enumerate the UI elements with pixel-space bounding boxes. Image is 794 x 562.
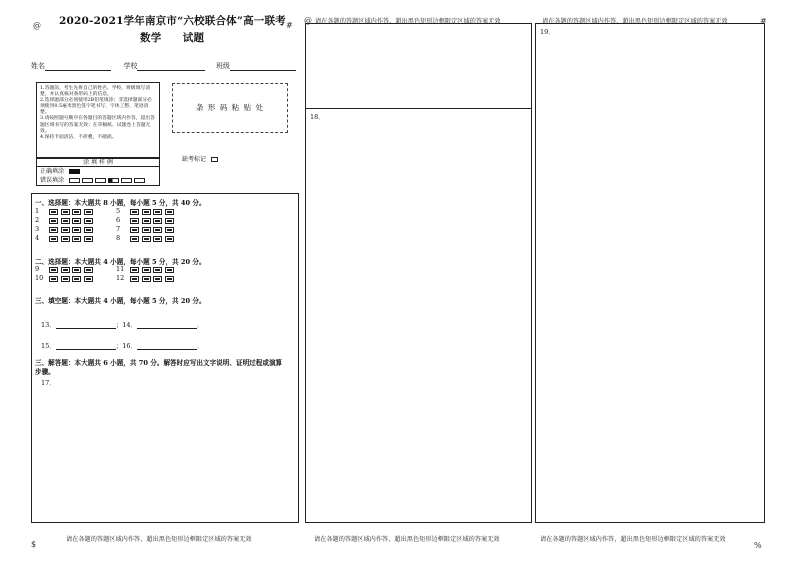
q15-answer-line[interactable]: [56, 342, 116, 350]
q13-answer-line[interactable]: [56, 321, 116, 329]
answer-box-q17-cont[interactable]: [305, 23, 532, 109]
boundary-note-top-mid: 请在各题的答题区域内作答，超出黑色矩形边框限定区域的答案无效: [315, 18, 501, 25]
option-c[interactable]: [72, 218, 81, 224]
option-c[interactable]: [72, 276, 81, 282]
q16-label: ；16．: [115, 342, 138, 350]
mc-question-row: [116, 217, 176, 224]
wrong-sample-3: [95, 178, 106, 183]
option-c[interactable]: [72, 209, 81, 215]
class-label: 班级: [215, 62, 230, 70]
option-b[interactable]: [142, 276, 151, 282]
mc-question-number: 5: [116, 207, 121, 215]
mc-question-row: [35, 226, 95, 233]
class-field[interactable]: [230, 63, 296, 71]
section-4-heading-cont: 步骤。: [35, 368, 55, 376]
option-d[interactable]: [84, 276, 93, 282]
boundary-note-bottom-right: 请在各题的答题区域内作答，超出黑色矩形边框限定区域的答案无效: [540, 536, 726, 543]
mc-question-number: 1: [35, 207, 40, 215]
option-a[interactable]: [49, 267, 58, 273]
instruction-3: 3.请按照题号顺序在各题目的答题区域内作答，超出答题区域书写的答案无效；在草稿纸、试题卷上答题无效。: [40, 116, 155, 134]
option-d[interactable]: [84, 209, 93, 215]
fill-in-row-15-16: [41, 341, 204, 350]
option-c[interactable]: [153, 209, 162, 215]
mc-question-number: 8: [116, 234, 121, 242]
correct-fill-row: [37, 167, 159, 176]
fill-example-box: [36, 158, 160, 186]
wrong-sample-2: [82, 178, 93, 183]
corner-mark-top-left: @: [33, 21, 41, 30]
mc-question-number: 7: [116, 225, 121, 233]
option-b[interactable]: [142, 267, 151, 273]
option-c[interactable]: [72, 267, 81, 273]
option-c[interactable]: [153, 227, 162, 233]
option-b[interactable]: [61, 236, 70, 242]
mc-question-number: 12: [116, 274, 125, 282]
option-a[interactable]: [130, 276, 139, 282]
correct-fill-label: 正确填涂: [40, 168, 65, 175]
mc-question-row: [35, 208, 95, 215]
option-a[interactable]: [130, 218, 139, 224]
option-d[interactable]: [84, 267, 93, 273]
school-field[interactable]: [137, 63, 205, 71]
option-c[interactable]: [153, 276, 162, 282]
option-d[interactable]: [84, 218, 93, 224]
mc-question-row: [35, 266, 95, 273]
mc-question-number: 10: [35, 274, 44, 282]
q14-answer-line[interactable]: [137, 321, 197, 329]
option-a[interactable]: [130, 267, 139, 273]
option-d[interactable]: [165, 267, 174, 273]
boundary-note-bottom-left: 请在各题的答题区域内作答，超出黑色矩形边框限定区域的答案无效: [66, 536, 252, 543]
option-a[interactable]: [49, 209, 58, 215]
option-c[interactable]: [72, 227, 81, 233]
mc-question-row: [116, 208, 176, 215]
answer-box-left: [31, 193, 299, 523]
answer-box-q19[interactable]: [535, 23, 765, 523]
boundary-note-top-right: 请在各题的答题区域内作答，超出黑色矩形边框限定区域的答案无效: [542, 18, 728, 25]
q16-end: ．: [197, 342, 204, 350]
barcode-label: 条 形 码 粘 贴 处: [196, 103, 264, 113]
absent-checkbox[interactable]: [211, 157, 218, 162]
section-4-heading: 三、解答题：本大题共 6 小题，共 70 分。解答时应写出文字说明、证明过程或演算: [35, 359, 283, 367]
instruction-4: 4.保持卡面清洁，不折叠，不破损。: [40, 134, 117, 140]
q14-end: ．: [197, 321, 204, 329]
corner-mark-bottom-left: $: [31, 540, 37, 549]
corner-mark-top-mid2: @: [304, 16, 312, 25]
mc-question-row: [116, 226, 176, 233]
option-d[interactable]: [165, 227, 174, 233]
school-label: 学校: [123, 62, 138, 70]
wrong-sample-6: [134, 178, 145, 183]
corner-mark-top-right: #: [760, 17, 767, 26]
section-2-heading: 二、选择题：本大题共 4 小题，每小题 5 分，共 20 分。: [35, 258, 206, 266]
absent-mark-row: [182, 156, 218, 164]
correct-fill-sample: [69, 169, 80, 174]
mc-question-row: [35, 217, 95, 224]
option-d[interactable]: [84, 236, 93, 242]
name-field[interactable]: [45, 63, 111, 71]
section-3-heading: 三、填空题：本大题共 4 小题，每小题 5 分，共 20 分。: [35, 297, 206, 305]
mc-question-number: 3: [35, 225, 40, 233]
student-info-row: [31, 62, 296, 71]
option-a[interactable]: [49, 227, 58, 233]
option-b[interactable]: [61, 276, 70, 282]
option-d[interactable]: [84, 227, 93, 233]
mc-question-number: 2: [35, 216, 40, 224]
q16-answer-line[interactable]: [137, 342, 197, 350]
option-d[interactable]: [165, 276, 174, 282]
mc-question-number: 6: [116, 216, 121, 224]
wrong-sample-5: [121, 178, 132, 183]
fill-in-row-13-14: [41, 320, 204, 329]
q13-label: 13．: [41, 321, 56, 329]
wrong-fill-label: 错误填涂: [40, 177, 65, 184]
q15-label: 15．: [41, 342, 56, 350]
option-c[interactable]: [72, 236, 81, 242]
mc-question-row: [116, 266, 176, 273]
corner-mark-bottom-right: %: [754, 541, 762, 550]
q17-label: 17．: [41, 379, 56, 387]
option-c[interactable]: [153, 267, 162, 273]
absent-label: 缺考标记: [182, 156, 207, 163]
option-a[interactable]: [49, 276, 58, 282]
answer-box-q18[interactable]: [305, 108, 532, 523]
option-b[interactable]: [61, 218, 70, 224]
option-b[interactable]: [61, 209, 70, 215]
name-label: 姓名: [31, 62, 45, 70]
q18-label: 18．: [310, 113, 325, 121]
option-b[interactable]: [142, 218, 151, 224]
option-a[interactable]: [130, 236, 139, 242]
option-b[interactable]: [142, 209, 151, 215]
exam-subtitle: 数学 试题: [140, 32, 205, 44]
option-c[interactable]: [153, 236, 162, 242]
corner-mark-top-mid: #: [286, 21, 293, 30]
option-b[interactable]: [61, 227, 70, 233]
wrong-sample-1: [69, 178, 80, 183]
option-d[interactable]: [165, 236, 174, 242]
wrong-fill-row: [37, 176, 159, 185]
exam-title: 2020-2021学年南京市“六校联合体”高一联考: [59, 15, 286, 27]
mc-question-number: 9: [35, 265, 40, 273]
barcode-area: [172, 83, 288, 133]
wrong-sample-4: [108, 178, 119, 183]
option-b[interactable]: [142, 227, 151, 233]
mc-question-row: [35, 235, 95, 242]
boundary-note-bottom-mid: 请在各题的答题区域内作答，超出黑色矩形边框限定区域的答案无效: [314, 536, 500, 543]
mc-question-number: 4: [35, 234, 40, 242]
instruction-2: 2.选择题部分必须使用2B铅笔填涂；非选择题部分必须使用0.5毫米黑色签字笔书写，字体工整、笔迹清楚。: [40, 98, 152, 116]
option-a[interactable]: [49, 218, 58, 224]
option-b[interactable]: [142, 236, 151, 242]
option-c[interactable]: [153, 218, 162, 224]
option-d[interactable]: [165, 209, 174, 215]
fill-example-title: 涂 填 样 例: [37, 159, 159, 167]
instruction-1: 1.答题前，考生先将自己的姓名、学校、班级填写清楚，并认真核对条形码上的信息。: [40, 86, 151, 98]
section-1-heading: 一、选择题：本大题共 8 小题，每小题 5 分，共 40 分。: [35, 199, 206, 207]
mc-question-row: [35, 275, 95, 282]
option-b[interactable]: [61, 267, 70, 273]
mc-question-row: [116, 235, 176, 242]
option-d[interactable]: [165, 218, 174, 224]
option-a[interactable]: [130, 227, 139, 233]
option-a[interactable]: [130, 209, 139, 215]
mc-question-number: 11: [116, 265, 125, 273]
instructions-box: [36, 82, 160, 158]
option-a[interactable]: [49, 236, 58, 242]
mc-question-row: [116, 275, 176, 282]
q19-label: 19．: [540, 28, 555, 36]
q14-label: ；14．: [115, 321, 138, 329]
